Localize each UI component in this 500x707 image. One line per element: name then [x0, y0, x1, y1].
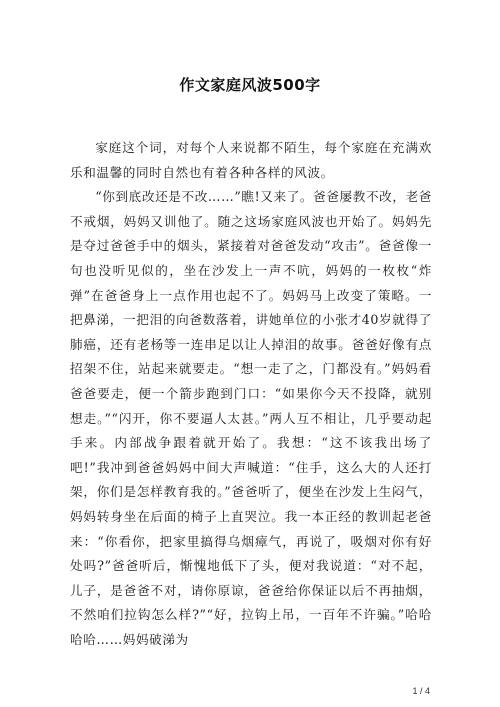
paragraph-story: “你到底改还是不改……”瞧!又来了。爸爸屡教不改，老爸不戒烟，妈妈又训他了。随之这场家庭风波也开始了。妈妈先是夺过爸爸手中的烟头，紧接着对爸爸发动“攻击”。爸爸像一句也没听见似的，坐在沙发上一声不吭，妈妈的一枚枚“炸弹”在爸爸身上一点作用也起不了。妈妈马上改变了策略。一把鼻涕，一把泪的向爸数落着，讲她单位的小张才40岁就得了肺癌，还有老杨等一连串足以让人掉泪的故事。爸爸好像有点招架不住，站起来就要走。“想一走了之，门都没有。”妈妈看爸爸要走，便一个箭步跑到门口：“如果你今天不投降，就别想走。”“闪开，你不要逼人太甚。”两人互不相让，几乎要动起手来。内部战争跟着就开始了。我想：“这不该我出场了吧!”我冲到爸爸妈妈中间大声喊道：“住手，这么大的人还打架，你们是怎样教育我的。”爸爸听了，便坐在沙发上生闷气，妈妈转身坐在后面的椅子上直哭泣。我一本正经的教训起老爸来：“你看你，把家里搞得乌烟瘴气，再说了，吸烟对你有好处吗?”爸爸听后，惭愧地低下了头，便对我说道：“对不起，儿子，是爸爸不对，请你原谅，爸爸给你保证以后不再抽烟，不然咱们拉钩怎么样?”“好，拉钩上吊，一百年不许骗。”哈哈哈哈……妈妈破涕为	[70, 189, 432, 647]
page-number: 1 / 4	[412, 686, 430, 696]
document-title: 作文家庭风波500字	[179, 76, 321, 94]
paragraph-intro: 家庭这个词，对每个人来说都不陌生，每个家庭在充满欢乐和温馨的同时自然也有着各种各样的风波。	[70, 140, 432, 180]
document-body	[70, 136, 432, 652]
